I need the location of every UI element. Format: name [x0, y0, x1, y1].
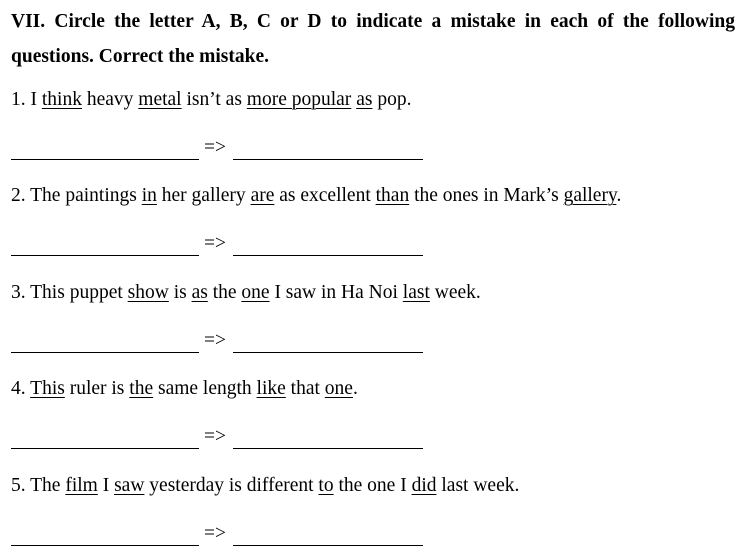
underlined-option: This: [30, 378, 65, 399]
question-2: [11, 184, 621, 208]
underlined-option: like: [256, 378, 286, 399]
question-text: is: [168, 282, 192, 303]
question-text: ruler is: [64, 378, 130, 399]
question-text: I: [97, 475, 115, 496]
answer-row-1: [11, 136, 431, 160]
correction-blank[interactable]: [233, 545, 423, 546]
question-text: yesterday is different: [144, 475, 319, 496]
underlined-option: the: [129, 378, 154, 399]
question-text: that: [285, 378, 325, 399]
question-text: last week.: [436, 475, 520, 496]
underlined-option: last: [402, 282, 430, 303]
underlined-option: as: [191, 282, 208, 303]
question-text: isn’t as: [181, 89, 247, 110]
question-text: the one I: [333, 475, 412, 496]
arrow-symbol: =>: [204, 330, 226, 351]
question-text: .: [616, 185, 622, 206]
question-3: [11, 281, 481, 305]
question-text: as excellent: [274, 185, 376, 206]
underlined-option: to: [318, 475, 334, 496]
question-text: the: [207, 282, 242, 303]
question-text: same length: [153, 378, 257, 399]
arrow-symbol: =>: [204, 233, 226, 254]
correction-blank[interactable]: [233, 352, 423, 353]
question-text: pop.: [372, 89, 412, 110]
underlined-option: think: [41, 89, 82, 110]
correction-blank[interactable]: [233, 159, 423, 160]
question-4: [11, 377, 358, 401]
question-text: her gallery: [156, 185, 251, 206]
mistake-blank[interactable]: [11, 545, 199, 546]
answer-row-4: [11, 425, 431, 449]
question-5: [11, 474, 519, 498]
underlined-option: metal: [138, 89, 182, 110]
underlined-option: than: [375, 185, 410, 206]
correction-blank[interactable]: [233, 255, 423, 256]
question-text: 2. The paintings: [11, 185, 142, 206]
question-text: 5. The: [11, 475, 66, 496]
underlined-option: saw: [114, 475, 145, 496]
mistake-blank[interactable]: [11, 448, 199, 449]
question-text: .: [352, 378, 358, 399]
underlined-option: show: [127, 282, 169, 303]
mistake-blank[interactable]: [11, 159, 199, 160]
question-text: 4.: [11, 378, 31, 399]
arrow-symbol: =>: [204, 137, 226, 158]
underlined-option: film: [65, 475, 98, 496]
underlined-option: did: [411, 475, 437, 496]
question-1: [11, 88, 411, 112]
underlined-option: as: [356, 89, 373, 110]
underlined-option: one: [241, 282, 270, 303]
answer-row-5: [11, 522, 431, 546]
arrow-symbol: =>: [204, 523, 226, 544]
arrow-symbol: =>: [204, 426, 226, 447]
exercise-instruction: VII. Circle the letter A, B, C or D to indicate a mistake in each of the following questions. Correct the mistake.: [11, 11, 735, 67]
question-text: 1. I: [11, 89, 42, 110]
mistake-blank[interactable]: [11, 352, 199, 353]
question-text: 3. This puppet: [11, 282, 128, 303]
correction-blank[interactable]: [233, 448, 423, 449]
underlined-option: one: [324, 378, 353, 399]
underlined-option: in: [141, 185, 157, 206]
underlined-option: more popular: [246, 89, 352, 110]
question-text: week.: [429, 282, 481, 303]
question-text: I saw in Ha Noi: [269, 282, 403, 303]
question-text: heavy: [81, 89, 139, 110]
question-text: the ones in Mark’s: [409, 185, 564, 206]
underlined-option: gallery: [563, 185, 617, 206]
mistake-blank[interactable]: [11, 255, 199, 256]
answer-row-2: [11, 232, 431, 256]
underlined-option: are: [250, 185, 275, 206]
answer-row-3: [11, 329, 431, 353]
